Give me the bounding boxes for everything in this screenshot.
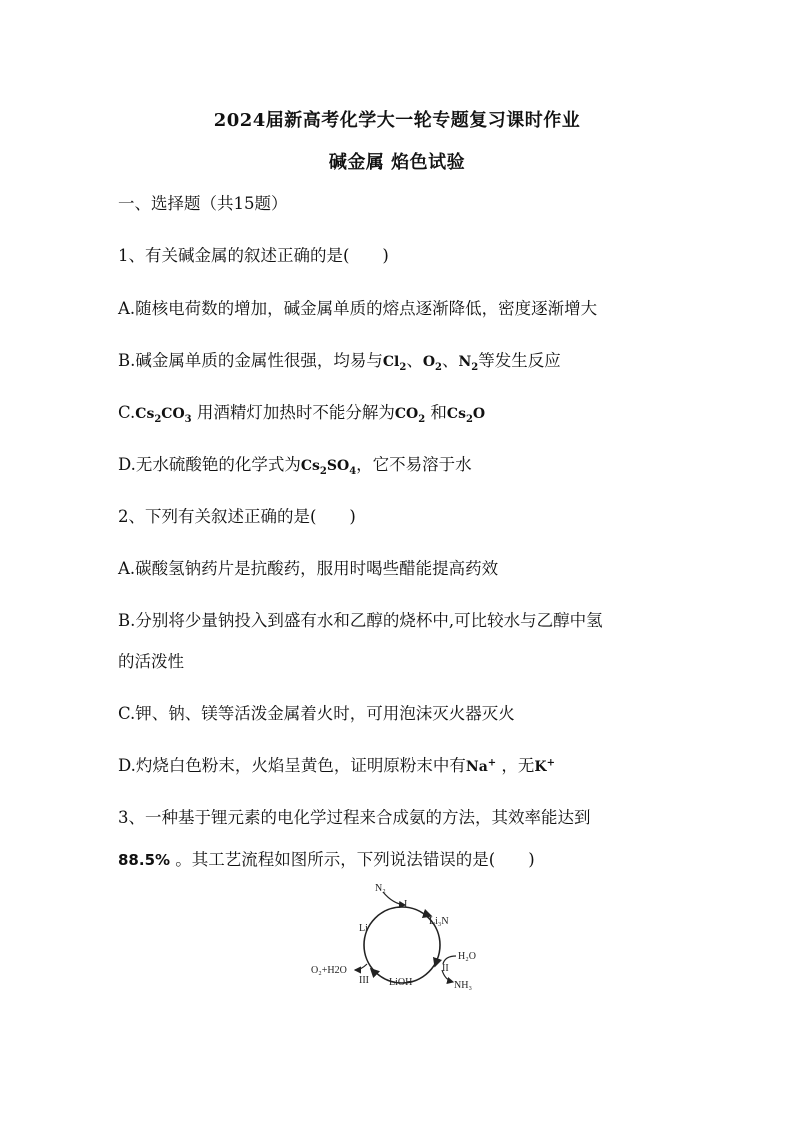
q2-option-d-mid: ，无 bbox=[496, 756, 535, 775]
q1-option-c bbox=[118, 399, 688, 425]
q1-option-b: B.碱金属单质的金属性很强，均易与$Cl_2$、$O_2$、$N_2$等发生反应 bbox=[118, 351, 561, 373]
label-step-1: I bbox=[404, 899, 408, 910]
label-h2o: H₂O bbox=[458, 951, 476, 962]
q1-option-b-tail: 等发生反应 bbox=[478, 351, 561, 370]
label-li3n: Li₃N bbox=[429, 916, 449, 927]
q2-option-b-line1: B.分别将少量钠投入到盛有水和乙醇的烧杯中,可比较水与乙醇中氢 bbox=[118, 611, 603, 630]
lithium-cycle-diagram bbox=[305, 878, 495, 998]
formula-k-ion: K+ bbox=[534, 757, 555, 775]
q1-option-d bbox=[118, 451, 688, 477]
o2-output-arrow bbox=[355, 964, 367, 970]
q2-option-d-text: D.灼烧白色粉末，火焰呈黄色，证明原粉末中有 bbox=[118, 756, 466, 775]
q1-option-a: A.随核电荷数的增加，碱金属单质的熔点逐渐降低，密度逐渐增大 bbox=[118, 299, 598, 318]
q1-option-d-tail: ，它不易溶于水 bbox=[356, 455, 472, 474]
q2-stem: 2、下列有关叙述正确的是( ) bbox=[118, 507, 356, 526]
q2-option-c: C.钾、钠、镁等活泼金属着火时，可用泡沫灭火器灭火 bbox=[118, 704, 515, 723]
q1-option-c-text: 用酒精灯加热时不能分解为 bbox=[191, 403, 395, 422]
formula-cs2o: $Cs_2O$ bbox=[446, 406, 486, 425]
n2-input-arrow bbox=[383, 892, 405, 905]
formula-o2: $O_2$ bbox=[422, 354, 442, 373]
document-subtitle: 碱金属 焰色试验 bbox=[328, 152, 466, 173]
formula-cs2so4: $Cs_2SO_4$ bbox=[300, 458, 357, 477]
label-step-3: III bbox=[359, 975, 369, 986]
formula-cl2: $Cl_2$ bbox=[382, 354, 407, 373]
q2-option-d bbox=[118, 752, 688, 776]
q3-stem-line1: 3、一种基于锂元素的电化学过程来合成氨的方法，其效率能达到 bbox=[118, 808, 591, 827]
label-step-2: II bbox=[442, 963, 449, 974]
formula-cs2co3: $Cs_2CO_3$ bbox=[135, 406, 192, 425]
label-o2-h2o: O₂+H2O bbox=[311, 965, 347, 976]
formula-co2: $CO_2$ bbox=[394, 406, 426, 425]
label-lioh: LiOH bbox=[389, 977, 413, 988]
formula-na-ion: Na+ bbox=[465, 757, 497, 775]
q1-option-c-label: C. bbox=[118, 403, 136, 422]
q3-stem-line2 bbox=[118, 846, 688, 870]
q1-option-d-text: D.无水硫酸铯的化学式为 bbox=[118, 455, 301, 474]
q3-efficiency: 88.5% bbox=[118, 851, 171, 869]
q1-option-c-and: 和 bbox=[425, 403, 447, 422]
label-n2: N₂ bbox=[375, 883, 386, 894]
ring-arrow-2 bbox=[435, 960, 437, 966]
section-heading: 一、选择题（共15题） bbox=[118, 194, 288, 213]
q2-option-b-line2: 的活泼性 bbox=[118, 652, 184, 671]
q3-stem-line2-text: 。其工艺流程如图所示，下列说法错误的是( ) bbox=[170, 850, 535, 869]
formula-n2: $N_2$ bbox=[458, 354, 479, 373]
q1-stem: 1、有关碱金属的叙述正确的是( ) bbox=[118, 246, 389, 265]
q2-option-a: A.碳酸氢钠药片是抗酸药，服用时喝些醋能提高药效 bbox=[118, 559, 499, 578]
label-li: Li bbox=[359, 923, 368, 934]
label-nh3: NH₃ bbox=[454, 980, 472, 991]
q1-option-b-text: B.碱金属单质的金属性很强，均易与 bbox=[118, 351, 383, 370]
document-title: 2024届新高考化学大一轮专题复习课时作业 bbox=[213, 110, 581, 131]
